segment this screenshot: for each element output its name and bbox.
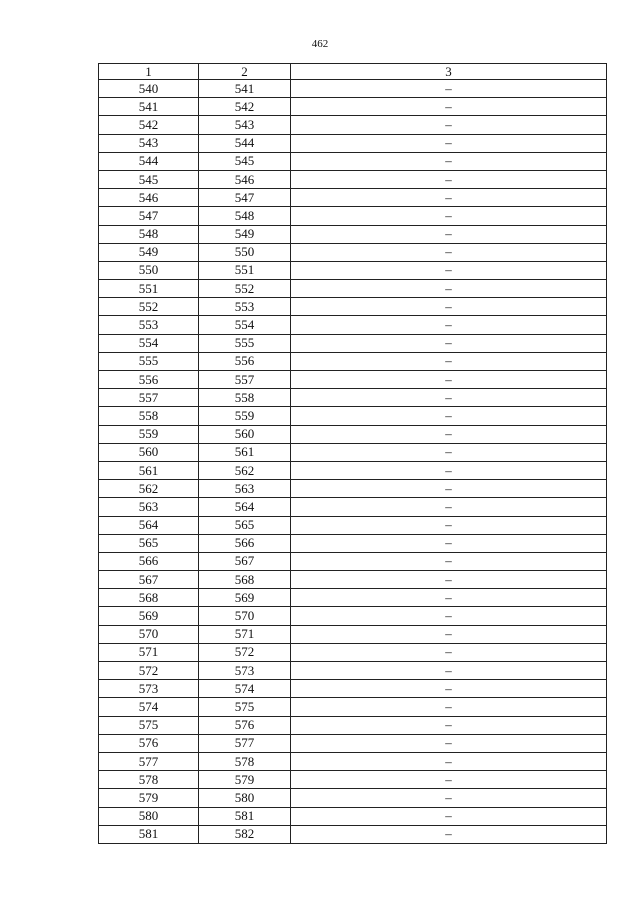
table-row — [99, 261, 607, 279]
table-cell-col-1: 549 — [99, 243, 199, 261]
table-cell-col-1: 574 — [99, 698, 199, 716]
table-row — [99, 280, 607, 298]
table-row — [99, 807, 607, 825]
table-row — [99, 298, 607, 316]
table-cell-col-1: 561 — [99, 461, 199, 479]
table-cell-col-2: 561 — [199, 443, 291, 461]
column-header-1: 1 — [99, 64, 199, 80]
table-cell-col-3: – — [291, 498, 607, 516]
table-cell-col-2: 574 — [199, 680, 291, 698]
table-row — [99, 425, 607, 443]
table-cell-col-1: 552 — [99, 298, 199, 316]
table-cell-col-3: – — [291, 389, 607, 407]
table-cell-col-1: 551 — [99, 280, 199, 298]
table-cell-col-1: 548 — [99, 225, 199, 243]
table-cell-col-2: 569 — [199, 589, 291, 607]
table-cell-col-2: 563 — [199, 480, 291, 498]
page-number: 462 — [311, 38, 329, 50]
table-cell-col-1: 563 — [99, 498, 199, 516]
table-row — [99, 734, 607, 752]
table-row — [99, 443, 607, 461]
table-cell-col-2: 580 — [199, 789, 291, 807]
table-cell-col-2: 573 — [199, 662, 291, 680]
table-row — [99, 80, 607, 98]
table-cell-col-1: 580 — [99, 807, 199, 825]
table-cell-col-2: 562 — [199, 461, 291, 479]
table-cell-col-2: 566 — [199, 534, 291, 552]
table-row — [99, 589, 607, 607]
table-cell-col-2: 572 — [199, 643, 291, 661]
table-cell-col-2: 556 — [199, 352, 291, 370]
table-cell-col-1: 540 — [99, 80, 199, 98]
column-header-3: 3 — [291, 64, 607, 80]
table-cell-col-3: – — [291, 461, 607, 479]
table-row — [99, 625, 607, 643]
table-cell-col-2: 579 — [199, 771, 291, 789]
table-cell-col-1: 542 — [99, 116, 199, 134]
table-cell-col-2: 577 — [199, 734, 291, 752]
table-row — [99, 571, 607, 589]
table-cell-col-1: 545 — [99, 170, 199, 188]
table-cell-col-1: 546 — [99, 189, 199, 207]
table-row — [99, 407, 607, 425]
table-cell-col-2: 567 — [199, 552, 291, 570]
table-cell-col-3: – — [291, 371, 607, 389]
column-header-2: 2 — [199, 64, 291, 80]
table-cell-col-1: 547 — [99, 207, 199, 225]
table-cell-col-2: 568 — [199, 571, 291, 589]
table-cell-col-1: 560 — [99, 443, 199, 461]
table-row — [99, 698, 607, 716]
table-cell-col-3: – — [291, 425, 607, 443]
table-cell-col-3: – — [291, 552, 607, 570]
table-cell-col-2: 581 — [199, 807, 291, 825]
table-row — [99, 334, 607, 352]
table-cell-col-3: – — [291, 352, 607, 370]
table-cell-col-3: – — [291, 625, 607, 643]
table-cell-col-3: – — [291, 261, 607, 279]
table-cell-col-2: 578 — [199, 752, 291, 770]
table-cell-col-2: 570 — [199, 607, 291, 625]
table-cell-col-1: 562 — [99, 480, 199, 498]
table-cell-col-1: 554 — [99, 334, 199, 352]
table-row — [99, 116, 607, 134]
table-cell-col-3: – — [291, 771, 607, 789]
table-cell-col-1: 576 — [99, 734, 199, 752]
table-cell-col-1: 556 — [99, 371, 199, 389]
table-cell-col-1: 558 — [99, 407, 199, 425]
table-cell-col-3: – — [291, 534, 607, 552]
table-cell-col-3: – — [291, 607, 607, 625]
table-cell-col-2: 571 — [199, 625, 291, 643]
table-cell-col-3: – — [291, 571, 607, 589]
table-row — [99, 98, 607, 116]
table-cell-col-2: 557 — [199, 371, 291, 389]
table-row — [99, 516, 607, 534]
table-cell-col-3: – — [291, 643, 607, 661]
table-row — [99, 316, 607, 334]
table-cell-col-3: – — [291, 334, 607, 352]
table-cell-col-2: 548 — [199, 207, 291, 225]
table-row — [99, 680, 607, 698]
table-cell-col-1: 565 — [99, 534, 199, 552]
table-cell-col-2: 551 — [199, 261, 291, 279]
table-cell-col-1: 550 — [99, 261, 199, 279]
table-cell-col-3: – — [291, 316, 607, 334]
table-row — [99, 716, 607, 734]
table-cell-col-3: – — [291, 280, 607, 298]
table-row — [99, 498, 607, 516]
table-cell-col-1: 581 — [99, 825, 199, 843]
table-cell-col-2: 558 — [199, 389, 291, 407]
table-cell-col-1: 567 — [99, 571, 199, 589]
table-cell-col-1: 572 — [99, 662, 199, 680]
table-row — [99, 752, 607, 770]
table-cell-col-1: 559 — [99, 425, 199, 443]
table-cell-col-1: 578 — [99, 771, 199, 789]
table-row — [99, 771, 607, 789]
table-cell-col-3: – — [291, 207, 607, 225]
table-cell-col-2: 559 — [199, 407, 291, 425]
table-cell-col-3: – — [291, 170, 607, 188]
table-cell-col-3: – — [291, 752, 607, 770]
table-cell-col-2: 554 — [199, 316, 291, 334]
table-cell-col-1: 575 — [99, 716, 199, 734]
table-cell-col-1: 573 — [99, 680, 199, 698]
table-cell-col-2: 560 — [199, 425, 291, 443]
table-header — [99, 64, 607, 80]
table-cell-col-3: – — [291, 680, 607, 698]
table-cell-col-1: 544 — [99, 152, 199, 170]
table-cell-col-3: – — [291, 298, 607, 316]
table-cell-col-3: – — [291, 789, 607, 807]
table-cell-col-1: 541 — [99, 98, 199, 116]
table-cell-col-3: – — [291, 443, 607, 461]
table-cell-col-1: 571 — [99, 643, 199, 661]
table-cell-col-2: 575 — [199, 698, 291, 716]
table-cell-col-2: 555 — [199, 334, 291, 352]
table-cell-col-3: – — [291, 134, 607, 152]
table-cell-col-2: 546 — [199, 170, 291, 188]
table-row — [99, 643, 607, 661]
table-cell-col-3: – — [291, 98, 607, 116]
table-cell-col-1: 555 — [99, 352, 199, 370]
table-cell-col-3: – — [291, 189, 607, 207]
table-row — [99, 225, 607, 243]
table-cell-col-2: 547 — [199, 189, 291, 207]
table-cell-col-2: 565 — [199, 516, 291, 534]
table-cell-col-3: – — [291, 698, 607, 716]
table-cell-col-3: – — [291, 243, 607, 261]
table-cell-col-1: 579 — [99, 789, 199, 807]
table-row — [99, 552, 607, 570]
table-cell-col-2: 549 — [199, 225, 291, 243]
table-row — [99, 662, 607, 680]
table-cell-col-1: 557 — [99, 389, 199, 407]
table-cell-col-3: – — [291, 80, 607, 98]
table-cell-col-2: 544 — [199, 134, 291, 152]
table-cell-col-2: 542 — [199, 98, 291, 116]
table-cell-col-1: 564 — [99, 516, 199, 534]
table-cell-col-3: – — [291, 825, 607, 843]
table-cell-col-3: – — [291, 734, 607, 752]
table-row — [99, 207, 607, 225]
table-row — [99, 134, 607, 152]
table-cell-col-3: – — [291, 662, 607, 680]
table-cell-col-2: 552 — [199, 280, 291, 298]
table-cell-col-2: 543 — [199, 116, 291, 134]
table-row — [99, 152, 607, 170]
table-row — [99, 789, 607, 807]
table-cell-col-2: 545 — [199, 152, 291, 170]
table-cell-col-3: – — [291, 225, 607, 243]
table-cell-col-1: 566 — [99, 552, 199, 570]
table-cell-col-1: 577 — [99, 752, 199, 770]
table-row — [99, 371, 607, 389]
table-cell-col-3: – — [291, 152, 607, 170]
table-cell-col-1: 569 — [99, 607, 199, 625]
table-row — [99, 825, 607, 843]
table-cell-col-3: – — [291, 589, 607, 607]
table-cell-col-3: – — [291, 480, 607, 498]
table-cell-col-1: 568 — [99, 589, 199, 607]
table-cell-col-3: – — [291, 807, 607, 825]
table-row — [99, 461, 607, 479]
table-row — [99, 352, 607, 370]
table-row — [99, 243, 607, 261]
table-cell-col-2: 550 — [199, 243, 291, 261]
table-row — [99, 480, 607, 498]
table-cell-col-2: 553 — [199, 298, 291, 316]
table-cell-col-1: 553 — [99, 316, 199, 334]
table-cell-col-3: – — [291, 716, 607, 734]
table-row — [99, 389, 607, 407]
table-header-row — [99, 64, 607, 80]
table-cell-col-1: 570 — [99, 625, 199, 643]
table-cell-col-2: 541 — [199, 80, 291, 98]
table-cell-col-1: 543 — [99, 134, 199, 152]
table-row — [99, 189, 607, 207]
table-row — [99, 170, 607, 188]
table-row — [99, 534, 607, 552]
table-cell-col-2: 582 — [199, 825, 291, 843]
table-cell-col-3: – — [291, 116, 607, 134]
table-cell-col-3: – — [291, 516, 607, 534]
table-body — [99, 80, 607, 844]
data-table — [98, 63, 607, 844]
table-cell-col-2: 564 — [199, 498, 291, 516]
table-row — [99, 607, 607, 625]
table-cell-col-2: 576 — [199, 716, 291, 734]
table-cell-col-3: – — [291, 407, 607, 425]
